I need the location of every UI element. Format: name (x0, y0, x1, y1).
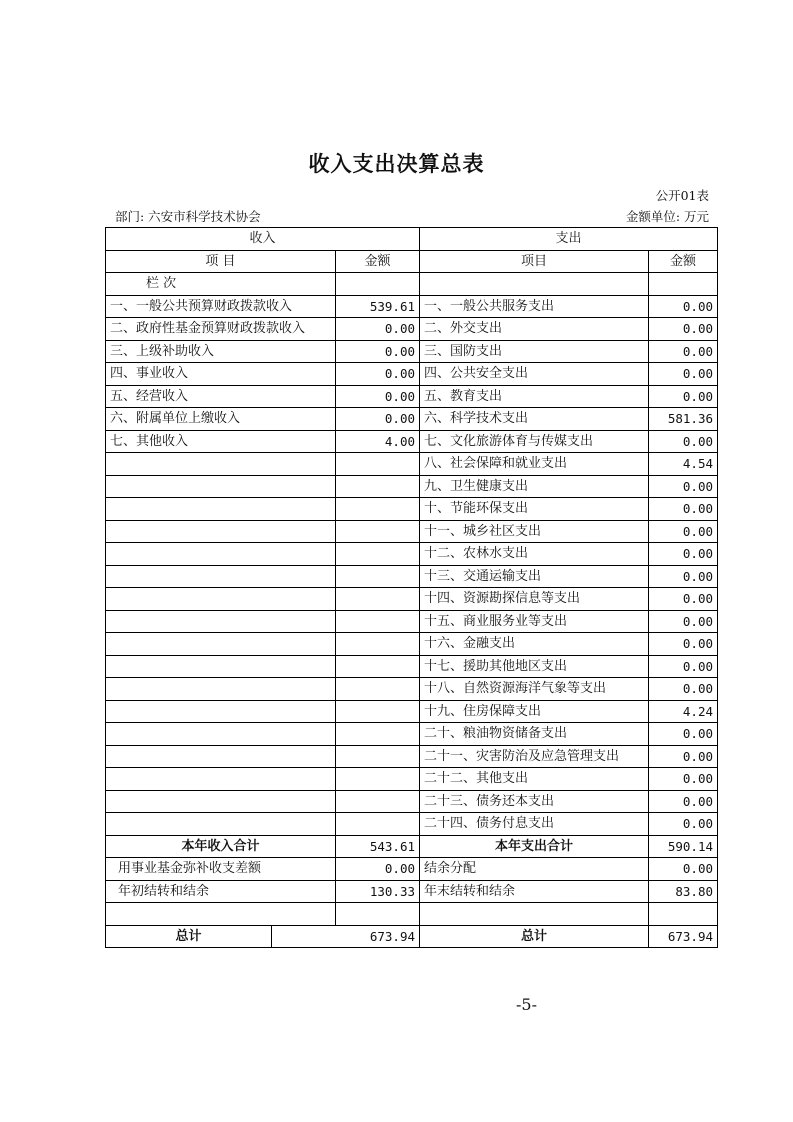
expense-item-cell: 二十一、灾害防治及应急管理支出 (420, 745, 649, 768)
income-amount-cell (336, 520, 420, 543)
table-row (106, 768, 718, 791)
table-row (106, 453, 718, 476)
department-label: 部门: 六安市科学技术协会 (115, 209, 261, 224)
income-amount-cell: 130.33 (336, 880, 420, 903)
expense-total-value: 590.14 (649, 835, 718, 858)
income-item-cell (106, 610, 336, 633)
expense-amount-cell: 0.00 (649, 498, 718, 521)
expense-amount-cell: 0.00 (649, 385, 718, 408)
income-amount-cell: 0.00 (336, 858, 420, 881)
income-item-cell (106, 813, 336, 836)
table-row (106, 790, 718, 813)
income-item-cell: 用事业基金弥补收支差额 (106, 858, 336, 881)
income-amount-header: 金额 (336, 250, 420, 273)
expense-amount-cell: 0.00 (649, 430, 718, 453)
income-total-value: 543.61 (336, 835, 420, 858)
page-number: -5- (516, 995, 537, 1014)
table-row (106, 813, 718, 836)
income-amount-cell (336, 700, 420, 723)
table-row (106, 633, 718, 656)
income-amount-cell (336, 655, 420, 678)
income-item-cell (106, 700, 336, 723)
expense-amount-cell: 0.00 (649, 813, 718, 836)
column-order-row (106, 273, 718, 296)
income-amount-cell (336, 790, 420, 813)
expense-item-cell: 十七、援助其他地区支出 (420, 655, 649, 678)
table-row (106, 318, 718, 341)
expense-total-label: 本年支出合计 (420, 835, 649, 858)
grand-total-expense-value: 673.94 (649, 925, 718, 948)
grand-total-income-label: 总计 (106, 925, 272, 948)
income-amount-cell: 0.00 (336, 408, 420, 431)
table-row (106, 498, 718, 521)
expense-amount-cell: 0.00 (649, 655, 718, 678)
expense-item-cell: 九、卫生健康支出 (420, 475, 649, 498)
expense-item-cell: 十九、住房保障支出 (420, 700, 649, 723)
expense-amount-header: 金额 (649, 250, 718, 273)
expense-amount-cell: 0.00 (649, 318, 718, 341)
expense-amount-cell: 0.00 (649, 633, 718, 656)
expense-amount-cell: 4.54 (649, 453, 718, 476)
table-row (106, 408, 718, 431)
income-amount-cell (336, 813, 420, 836)
income-amount-cell (336, 678, 420, 701)
expense-amount-cell: 0.00 (649, 858, 718, 881)
table-row (106, 565, 718, 588)
expense-item-header: 项目 (420, 250, 649, 273)
table-row (106, 340, 718, 363)
income-item-cell: 六、附属单位上缴收入 (106, 408, 336, 431)
income-item-cell: 三、上级补助收入 (106, 340, 336, 363)
expense-item-cell: 五、教育支出 (420, 385, 649, 408)
totals-row (106, 835, 718, 858)
income-header: 收入 (106, 228, 420, 251)
expense-item-cell: 十二、农林水支出 (420, 543, 649, 566)
income-amount-cell: 0.00 (336, 385, 420, 408)
income-amount-cell (336, 543, 420, 566)
income-amount-cell: 539.61 (336, 295, 420, 318)
expense-amount-cell: 0.00 (649, 610, 718, 633)
expense-amount-cell: 581.36 (649, 408, 718, 431)
income-item-cell (106, 453, 336, 476)
expense-amount-cell: 0.00 (649, 520, 718, 543)
table-row (106, 880, 718, 903)
income-amount-cell (336, 768, 420, 791)
expense-amount-cell: 0.00 (649, 790, 718, 813)
expense-item-cell: 年末结转和结余 (420, 880, 649, 903)
expense-item-cell: 二、外交支出 (420, 318, 649, 341)
subheader-row (106, 250, 718, 273)
column-order-label: 栏 次 (106, 273, 336, 296)
table-row (106, 295, 718, 318)
expense-item-cell: 十一、城乡社区支出 (420, 520, 649, 543)
income-item-cell (106, 678, 336, 701)
income-item-cell (106, 565, 336, 588)
expense-item-cell: 一、一般公共服务支出 (420, 295, 649, 318)
expense-item-cell: 二十二、其他支出 (420, 768, 649, 791)
income-amount-cell (336, 723, 420, 746)
income-item-cell: 四、事业收入 (106, 363, 336, 386)
expense-item-cell: 十三、交通运输支出 (420, 565, 649, 588)
expense-item-cell: 四、公共安全支出 (420, 363, 649, 386)
income-amount-cell (336, 565, 420, 588)
expense-item-cell: 七、文化旅游体育与传媒支出 (420, 430, 649, 453)
income-item-cell (106, 768, 336, 791)
expense-amount-cell: 0.00 (649, 363, 718, 386)
blank-cell (106, 903, 336, 926)
expense-item-cell: 八、社会保障和就业支出 (420, 453, 649, 476)
income-amount-cell: 0.00 (336, 318, 420, 341)
expense-item-cell: 二十、粮油物资储备支出 (420, 723, 649, 746)
header-row (106, 228, 718, 251)
income-amount-cell (336, 453, 420, 476)
expense-amount-cell: 0.00 (649, 295, 718, 318)
income-item-cell (106, 475, 336, 498)
income-amount-cell: 0.00 (336, 340, 420, 363)
income-amount-cell (336, 633, 420, 656)
table-row (106, 858, 718, 881)
table-row (106, 745, 718, 768)
income-item-cell: 二、政府性基金预算财政拨款收入 (106, 318, 336, 341)
grand-total-row (106, 925, 718, 948)
expense-amount-cell: 0.00 (649, 340, 718, 363)
income-item-cell (106, 498, 336, 521)
expense-amount-cell: 0.00 (649, 565, 718, 588)
table-row (106, 610, 718, 633)
income-item-cell: 一、一般公共预算财政拨款收入 (106, 295, 336, 318)
income-total-label: 本年收入合计 (106, 835, 336, 858)
table-row (106, 430, 718, 453)
blank-cell (649, 903, 718, 926)
table-row (106, 655, 718, 678)
income-item-cell (106, 745, 336, 768)
income-amount-cell (336, 745, 420, 768)
expense-amount-cell: 4.24 (649, 700, 718, 723)
expense-item-cell: 十、节能环保支出 (420, 498, 649, 521)
income-item-cell (106, 655, 336, 678)
form-code: 公开01表 (655, 188, 709, 203)
expense-item-cell: 六、科学技术支出 (420, 408, 649, 431)
income-item-cell (106, 790, 336, 813)
expense-amount-cell: 0.00 (649, 745, 718, 768)
expense-amount-cell: 0.00 (649, 588, 718, 611)
income-amount-cell: 0.00 (336, 363, 420, 386)
table-row (106, 588, 718, 611)
expense-amount-cell: 0.00 (649, 678, 718, 701)
income-amount-cell (336, 610, 420, 633)
income-amount-cell (336, 498, 420, 521)
income-item-cell: 五、经营收入 (106, 385, 336, 408)
expense-item-cell: 十八、自然资源海洋气象等支出 (420, 678, 649, 701)
expense-item-cell: 三、国防支出 (420, 340, 649, 363)
blank-cell (420, 903, 649, 926)
unit-label: 金额单位: 万元 (625, 209, 709, 224)
income-amount-cell: 4.00 (336, 430, 420, 453)
income-amount-cell (336, 588, 420, 611)
grand-total-expense-label: 总计 (420, 925, 649, 948)
income-item-cell (106, 633, 336, 656)
expense-amount-cell: 0.00 (649, 475, 718, 498)
table-row (106, 543, 718, 566)
table-row (106, 363, 718, 386)
budget-summary-table (105, 227, 718, 948)
table-row (106, 520, 718, 543)
expense-header: 支出 (420, 228, 718, 251)
income-item-header: 项 目 (106, 250, 336, 273)
expense-amount-cell: 0.00 (649, 768, 718, 791)
table-row (106, 723, 718, 746)
expense-item-cell: 结余分配 (420, 858, 649, 881)
income-item-cell: 七、其他收入 (106, 430, 336, 453)
income-amount-cell (336, 475, 420, 498)
expense-item-cell: 十六、金融支出 (420, 633, 649, 656)
table-row (106, 385, 718, 408)
grand-total-income-value: 673.94 (272, 925, 420, 948)
expense-amount-cell: 0.00 (649, 723, 718, 746)
table-row (106, 475, 718, 498)
blank-cell (336, 903, 420, 926)
expense-amount-cell: 83.80 (649, 880, 718, 903)
expense-item-cell: 十五、商业服务业等支出 (420, 610, 649, 633)
income-item-cell: 年初结转和结余 (106, 880, 336, 903)
income-item-cell (106, 543, 336, 566)
income-item-cell (106, 588, 336, 611)
expense-item-cell: 二十三、债务还本支出 (420, 790, 649, 813)
income-item-cell (106, 520, 336, 543)
table-row (106, 700, 718, 723)
blank-row (106, 903, 718, 926)
expense-amount-cell: 0.00 (649, 543, 718, 566)
expense-item-cell: 十四、资源勘探信息等支出 (420, 588, 649, 611)
page-title: 收入支出决算总表 (308, 152, 485, 176)
expense-item-cell: 二十四、债务付息支出 (420, 813, 649, 836)
table-row (106, 678, 718, 701)
income-item-cell (106, 723, 336, 746)
